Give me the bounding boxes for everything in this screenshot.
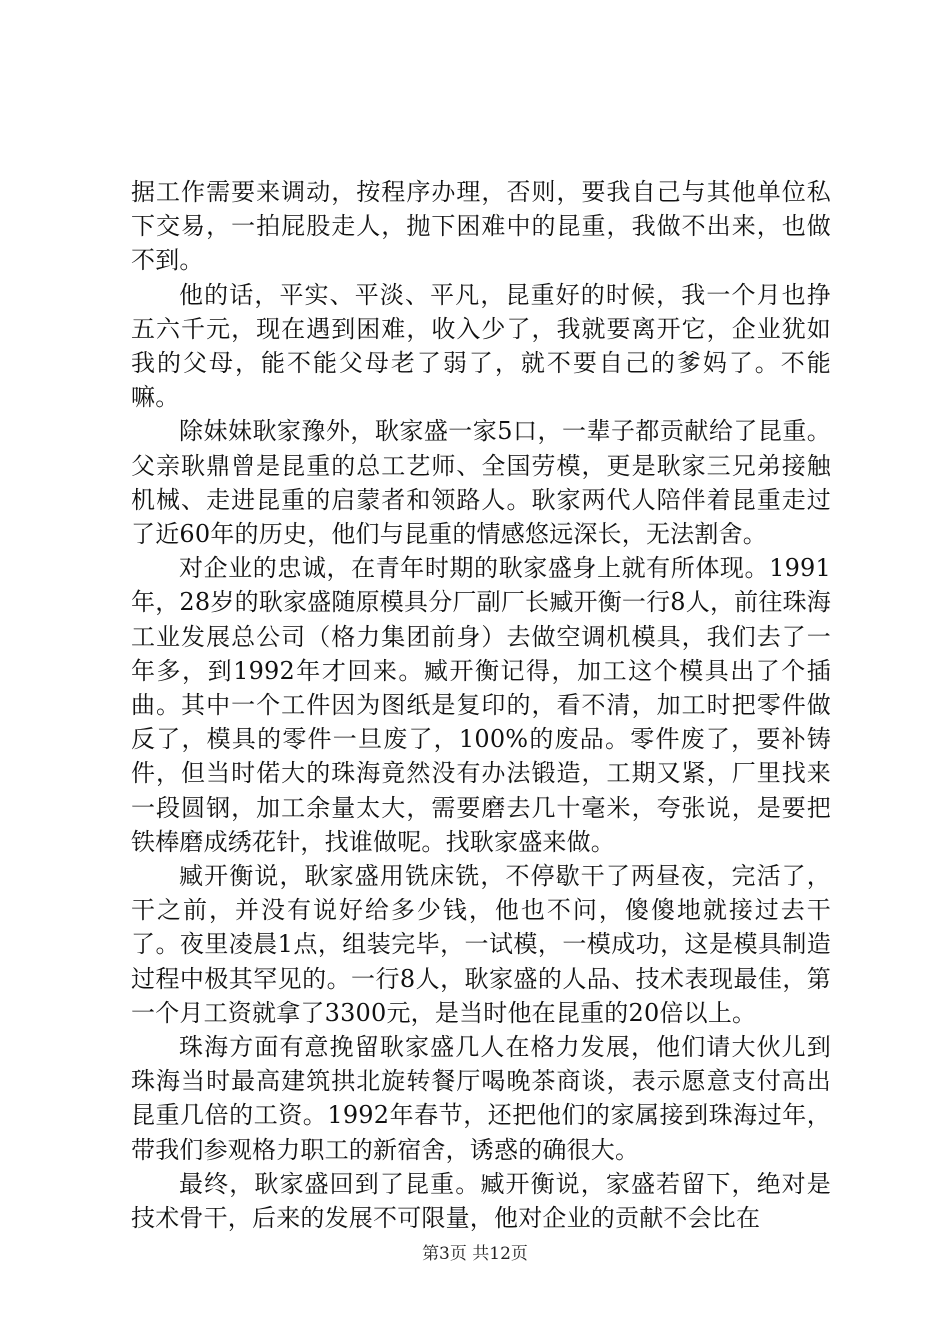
- paragraph: 除妹妹耿家豫外，耿家盛一家5口，一辈子都贡献给了昆重。父亲耿鼎曾是昆重的总工艺师、全国劳模，更是耿家三兄弟接触机械、走进昆重的启蒙者和领路人。耿家两代人陪伴着昆重走过了近60年的历史，他们与昆重的情感悠远深长，无法割舍。: [131, 417, 831, 549]
- paragraph: 他的话，平实、平淡、平凡，昆重好的时候，我一个月也挣五六千元，现在遇到困难，收入少了，我就要离开它，企业犹如我的父母，能不能父母老了弱了，就不要自己的爹妈了。不能嘛。: [131, 280, 831, 412]
- paragraph: 臧开衡说，耿家盛用铣床铣，不停歇干了两昼夜，完活了，干之前，并没有说好给多少钱，他也不问，傻傻地就接过去干了。夜里凌晨1点，组装完毕，一试模，一模成功，这是模具制造过程中极其罕见的。一行8人，耿家盛的人品、技术表现最佳，第一个月工资就拿了3300元，是当时他在昆重的20倍以上。: [131, 862, 831, 1027]
- paragraph: 珠海方面有意挽留耿家盛几人在格力发展，他们请大伙儿到珠海当时最高建筑拱北旋转餐厅喝晚茶商谈，表示愿意支付高出昆重几倍的工资。1992年春节，还把他们的家属接到珠海过年，带我们参观格力职工的新宿舍，诱惑的确很大。: [131, 1033, 831, 1164]
- paragraph: 最终，耿家盛回到了昆重。臧开衡说，家盛若留下，绝对是技术骨干，后来的发展不可限量，他对企业的贡献不会比在: [131, 1169, 831, 1233]
- body-text: [131, 175, 831, 1235]
- page-number: 第3页 共12页: [422, 1244, 528, 1264]
- paragraph: 对企业的忠诚，在青年时期的耿家盛身上就有所体现。1991年，28岁的耿家盛随原模具分厂副厂长臧开衡一行8人，前往珠海工业发展总公司（格力集团前身）去做空调机模具，我们去了一年多，到1992年才回来。臧开衡记得，加工这个模具出了个插曲。其中一个工件因为图纸是复印的，看不清，加工时把零件做反了，模具的零件一旦废了，100%的废品。零件废了，要补铸件，但当时偌大的珠海竟然没有办法锻造，工期又紧，厂里找来一段圆钢，加工余量太大，需要磨去几十毫米，夸张说，是要把铁棒磨成绣花针，找谁做呢。找耿家盛来做。: [131, 554, 831, 856]
- page-footer: [0, 1243, 950, 1265]
- paragraph: 据工作需要来调动，按程序办理，否则，要我自己与其他单位私下交易，一拍屁股走人，抛下困难中的昆重，我做不出来，也做不到。: [131, 178, 831, 275]
